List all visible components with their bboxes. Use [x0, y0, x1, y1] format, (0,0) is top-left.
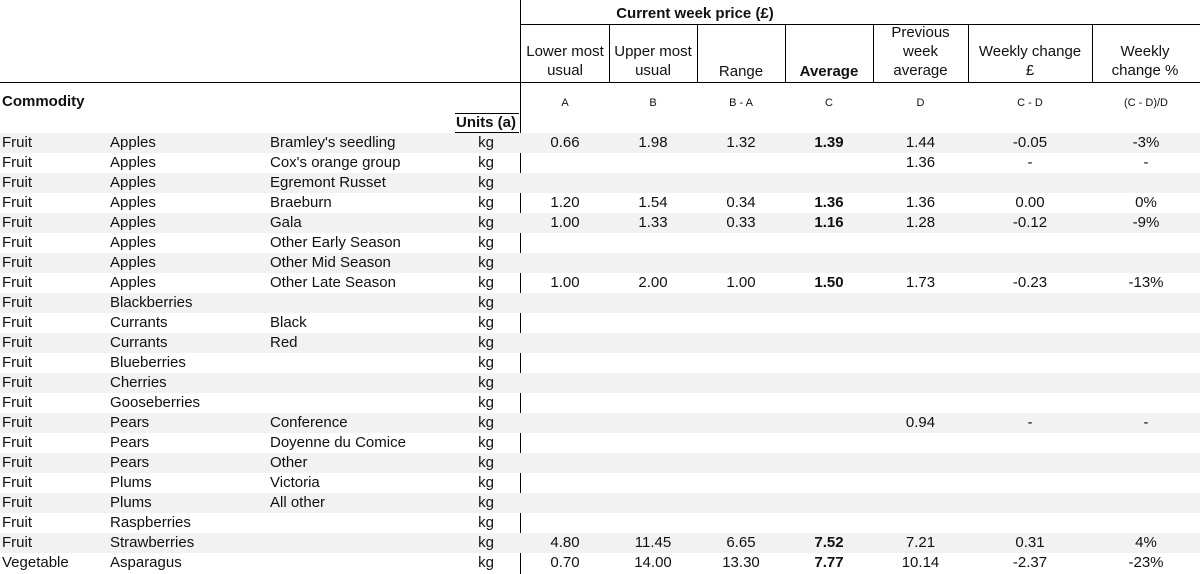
weekly-change-pct-cell: 4%: [1135, 534, 1157, 551]
range-cell: 1.00: [726, 274, 756, 291]
previous-average-cell: 0.94: [905, 414, 936, 431]
average-cell: 7.52: [814, 534, 844, 551]
variety-cell: Egremont Russet: [270, 174, 386, 191]
table-row: [0, 213, 1200, 233]
variety-cell: Bramley's seedling: [270, 134, 396, 151]
upper-price-cell: 1.98: [638, 134, 668, 151]
category-cell: Fruit: [2, 334, 32, 351]
commodity-cell: Apples: [110, 174, 156, 191]
lower-price-cell: 0.70: [550, 554, 580, 571]
lower-price-cell: 0.66: [550, 134, 580, 151]
variety-cell: Gala: [270, 214, 302, 231]
lower-price-cell: 1.00: [550, 274, 580, 291]
code-range: B - A: [729, 97, 753, 109]
unit-cell: kg: [478, 254, 494, 271]
table-row: [0, 313, 1200, 333]
unit-cell: kg: [478, 134, 494, 151]
weekly-change-cell: -0.12: [1012, 214, 1048, 231]
previous-average-cell: 1.73: [905, 274, 936, 291]
unit-cell: kg: [478, 194, 494, 211]
category-cell: Fruit: [2, 234, 32, 251]
unit-cell: kg: [478, 154, 494, 171]
col-header-lower: Lower most usual: [526, 43, 604, 79]
weekly-change-pct-cell: -: [1143, 154, 1149, 171]
commodity-cell: Apples: [110, 234, 156, 251]
weekly-change-pct-cell: 0%: [1135, 194, 1157, 211]
upper-price-cell: 1.33: [638, 214, 668, 231]
weekly-change-cell: 0.00: [1015, 194, 1045, 211]
table-row: [0, 473, 1200, 493]
average-cell: 7.77: [814, 554, 844, 571]
range-cell: 0.33: [726, 214, 756, 231]
category-cell: Fruit: [2, 474, 32, 491]
commodity-cell: Strawberries: [110, 534, 195, 551]
variety-cell: Black: [270, 314, 307, 331]
previous-average-cell: 10.14: [901, 554, 940, 571]
category-cell: Fruit: [2, 134, 32, 151]
range-cell: 0.34: [726, 194, 756, 211]
variety-cell: Other Late Season: [270, 274, 396, 291]
category-cell: Fruit: [2, 214, 32, 231]
category-cell: Fruit: [2, 534, 32, 551]
previous-average-cell: 1.36: [905, 154, 936, 171]
unit-cell: kg: [478, 334, 494, 351]
variety-cell: Conference: [270, 414, 348, 431]
category-cell: Fruit: [2, 354, 32, 371]
unit-cell: kg: [478, 274, 494, 291]
unit-cell: kg: [478, 534, 494, 551]
unit-cell: kg: [478, 234, 494, 251]
commodity-cell: Plums: [110, 474, 152, 491]
unit-cell: kg: [478, 454, 494, 471]
commodity-cell: Blackberries: [110, 294, 193, 311]
weekly-change-pct-cell: -23%: [1128, 554, 1164, 571]
commodity-cell: Blueberries: [110, 354, 186, 371]
table-row: [0, 273, 1200, 293]
table-row: [0, 493, 1200, 513]
category-cell: Vegetable: [2, 554, 69, 571]
upper-price-cell: 1.54: [638, 194, 668, 211]
code-pct: (C - D)/D: [1124, 97, 1168, 109]
weekly-change-cell: -0.05: [1012, 134, 1048, 151]
commodity-cell: Apples: [110, 274, 156, 291]
col-header-change-gbp: Weekly change £: [978, 43, 1082, 79]
category-cell: Fruit: [2, 254, 32, 271]
commodity-cell: Gooseberries: [110, 394, 201, 411]
table-row: [0, 253, 1200, 273]
unit-cell: kg: [478, 394, 494, 411]
unit-cell: kg: [478, 554, 494, 571]
table-row: [0, 433, 1200, 453]
code-b: B: [649, 97, 657, 109]
category-cell: Fruit: [2, 194, 32, 211]
average-cell: 1.16: [814, 214, 844, 231]
unit-cell: kg: [478, 434, 494, 451]
variety-cell: All other: [270, 494, 326, 511]
weekly-change-cell: -: [1027, 414, 1033, 431]
table-row: [0, 413, 1200, 433]
variety-cell: Red: [270, 334, 298, 351]
commodity-cell: Apples: [110, 254, 156, 271]
commodity-cell: Currants: [110, 334, 168, 351]
weekly-change-cell: 0.31: [1015, 534, 1045, 551]
weekly-change-pct-cell: -3%: [1132, 134, 1160, 151]
col-header-change-pct: Weekly change %: [1111, 43, 1179, 79]
commodity-cell: Apples: [110, 194, 156, 211]
table-row: [0, 533, 1200, 553]
unit-cell: kg: [478, 474, 494, 491]
variety-cell: Braeburn: [270, 194, 332, 211]
category-cell: Fruit: [2, 174, 32, 191]
col-header-upper: Upper most usual: [614, 43, 692, 79]
previous-average-cell: 1.36: [905, 194, 936, 211]
unit-cell: kg: [478, 294, 494, 311]
table-row: [0, 353, 1200, 373]
variety-cell: Cox's orange group: [270, 154, 401, 171]
category-cell: Fruit: [2, 314, 32, 331]
unit-cell: kg: [478, 354, 494, 371]
table-row: [0, 293, 1200, 313]
category-cell: Fruit: [2, 294, 32, 311]
weekly-change-pct-cell: -13%: [1128, 274, 1164, 291]
category-cell: Fruit: [2, 514, 32, 531]
unit-cell: kg: [478, 414, 494, 431]
current-week-price-title: Current week price (£): [616, 5, 774, 22]
range-cell: 1.32: [726, 134, 756, 151]
commodity-cell: Cherries: [110, 374, 167, 391]
table-row: [0, 553, 1200, 573]
variety-cell: Other: [270, 454, 308, 471]
upper-price-cell: 11.45: [634, 534, 672, 551]
table-row: [0, 333, 1200, 353]
table-row: [0, 153, 1200, 173]
header-divider: [873, 25, 874, 82]
variety-cell: Other Mid Season: [270, 254, 391, 271]
lower-price-cell: 1.00: [550, 214, 580, 231]
previous-average-cell: 7.21: [905, 534, 936, 551]
unit-cell: kg: [478, 374, 494, 391]
commodity-cell: Pears: [110, 414, 150, 431]
range-cell: 6.65: [726, 534, 756, 551]
code-c: C: [825, 97, 833, 109]
previous-average-cell: 1.28: [905, 214, 936, 231]
table-row: [0, 193, 1200, 213]
col-header-range: Range: [718, 63, 764, 80]
weekly-change-pct-cell: -9%: [1132, 214, 1160, 231]
upper-price-cell: 2.00: [638, 274, 668, 291]
table-row: [0, 133, 1200, 153]
weekly-change-cell: -2.37: [1012, 554, 1048, 571]
header-bottom-rule: [0, 82, 1200, 83]
category-cell: Fruit: [2, 434, 32, 451]
table-row: [0, 373, 1200, 393]
code-a: A: [561, 97, 569, 109]
unit-cell: kg: [478, 494, 494, 511]
table-row: [0, 233, 1200, 253]
category-cell: Fruit: [2, 374, 32, 391]
weekly-change-cell: -0.23: [1012, 274, 1048, 291]
header-group-underline: [520, 24, 1200, 25]
category-cell: Fruit: [2, 494, 32, 511]
header-divider: [1092, 25, 1093, 82]
category-cell: Fruit: [2, 454, 32, 471]
commodity-label: Commodity: [2, 93, 85, 110]
commodity-cell: Asparagus: [110, 554, 182, 571]
previous-average-cell: 1.44: [905, 134, 936, 151]
category-cell: Fruit: [2, 154, 32, 171]
units-label: Units (a): [456, 114, 516, 131]
upper-price-cell: 14.00: [634, 554, 672, 571]
commodity-cell: Plums: [110, 494, 152, 511]
col-header-previous: Previous week average: [891, 24, 950, 79]
category-cell: Fruit: [2, 274, 32, 291]
weekly-change-pct-cell: -: [1143, 414, 1149, 431]
unit-cell: kg: [478, 214, 494, 231]
variety-cell: Other Early Season: [270, 234, 401, 251]
commodity-cell: Pears: [110, 434, 150, 451]
lower-price-cell: 4.80: [550, 534, 580, 551]
code-cd: C - D: [1017, 97, 1043, 109]
average-cell: 1.50: [814, 274, 844, 291]
weekly-change-cell: -: [1027, 154, 1033, 171]
commodity-cell: Currants: [110, 314, 168, 331]
commodity-cell: Apples: [110, 134, 156, 151]
variety-cell: Victoria: [270, 474, 320, 491]
table-row: [0, 393, 1200, 413]
table-row: [0, 513, 1200, 533]
unit-cell: kg: [478, 314, 494, 331]
code-d: D: [916, 97, 925, 109]
unit-cell: kg: [478, 174, 494, 191]
variety-cell: Doyenne du Comice: [270, 434, 406, 451]
commodity-cell: Raspberries: [110, 514, 191, 531]
average-cell: 1.36: [814, 194, 844, 211]
unit-cell: kg: [478, 514, 494, 531]
category-cell: Fruit: [2, 414, 32, 431]
commodity-cell: Apples: [110, 214, 156, 231]
header-divider: [968, 25, 969, 82]
average-cell: 1.39: [814, 134, 844, 151]
lower-price-cell: 1.20: [550, 194, 580, 211]
commodity-cell: Pears: [110, 454, 150, 471]
table-row: [0, 173, 1200, 193]
table-row: [0, 453, 1200, 473]
col-header-average: Average: [799, 63, 859, 80]
category-cell: Fruit: [2, 394, 32, 411]
commodity-cell: Apples: [110, 154, 156, 171]
range-cell: 13.30: [722, 554, 760, 571]
